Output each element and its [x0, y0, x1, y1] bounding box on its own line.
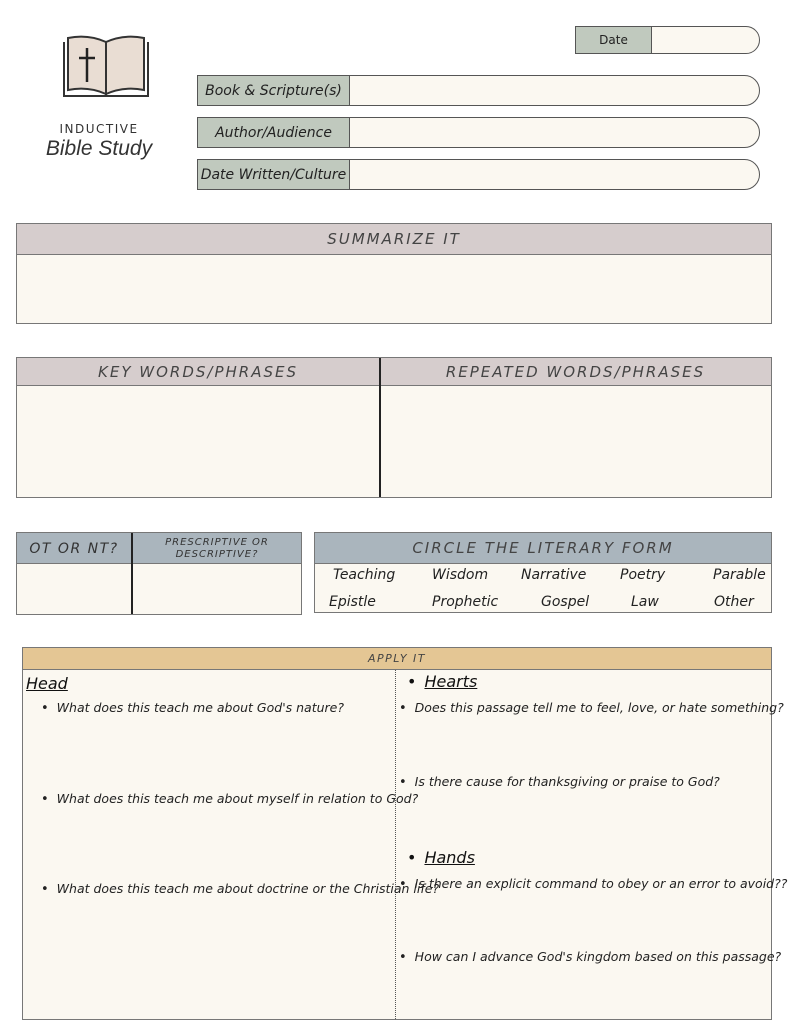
literary-form-title: CIRCLE THE LITERARY FORM [315, 533, 771, 564]
summarize-section [16, 223, 772, 324]
repeated-words-title: REPEATED WORDS/PHRASES [445, 363, 706, 381]
head-question-2: • What does this teach me about myself in relation to God? [41, 791, 418, 807]
brand-bible-study: Bible Study [45, 137, 153, 160]
prescriptive-input-area[interactable] [133, 564, 301, 614]
key-words-title: KEY WORDS/PHRASES [98, 363, 298, 381]
form-prophetic[interactable]: Prophetic [432, 594, 499, 610]
summarize-input-area[interactable] [17, 255, 771, 323]
book-scripture-label: Book & Scripture(s) [198, 76, 350, 105]
date-written-label: Date Written/Culture [198, 160, 350, 189]
prescriptive-title: PRESCRIPTIVE OR DESCRIPTIVE? [165, 536, 269, 560]
apply-divider [395, 670, 396, 1019]
ot-nt-input-area[interactable] [17, 564, 131, 614]
apply-section [22, 647, 788, 1020]
literary-form-section [314, 532, 772, 613]
key-words-input-area[interactable] [17, 386, 379, 497]
date-written-field[interactable] [197, 159, 760, 190]
repeated-words-input-area[interactable] [381, 386, 771, 497]
form-gospel[interactable]: Gospel [541, 594, 590, 610]
head-question-1: • What does this teach me about God's nature? [41, 700, 344, 716]
book-scripture-field[interactable] [197, 75, 760, 106]
author-audience-label: Author/Audience [198, 118, 350, 147]
author-audience-field[interactable] [197, 117, 760, 148]
date-label: Date [576, 27, 652, 53]
head-heading: Head [26, 674, 68, 693]
form-narrative[interactable]: Narrative [521, 567, 587, 583]
head-question-3: • What does this teach me about doctrine or the Christian life? [41, 881, 439, 897]
open-bible-cross-icon [60, 34, 152, 102]
hands-question-1: • Is there an explicit command to obey or an error to avoid?? [399, 876, 787, 892]
hearts-heading: • Hearts [407, 672, 477, 691]
apply-title: APPLY IT [23, 648, 771, 670]
ot-nt-title: OT OR NT? [29, 540, 119, 557]
summarize-title: SUMMARIZE IT [17, 224, 771, 255]
form-other[interactable]: Other [714, 594, 754, 610]
hearts-question-2: • Is there cause for thanksgiving or praise to God? [399, 774, 720, 790]
form-wisdom[interactable]: Wisdom [432, 567, 489, 583]
words-section [16, 357, 772, 498]
head-answer-area[interactable] [23, 718, 395, 1019]
form-parable[interactable]: Parable [713, 567, 766, 583]
form-poetry[interactable]: Poetry [620, 567, 666, 583]
hands-question-2: • How can I advance God's kingdom based on this passage? [399, 949, 781, 965]
brand-inductive: INDUCTIVE [59, 122, 139, 136]
form-teaching[interactable]: Teaching [333, 567, 396, 583]
date-field[interactable] [575, 26, 760, 54]
form-epistle[interactable]: Epistle [329, 594, 376, 610]
form-law[interactable]: Law [631, 594, 659, 610]
hearts-question-1: • Does this passage tell me to feel, love, or hate something? [399, 700, 784, 716]
hands-heading: • Hands [407, 848, 475, 867]
testament-section [16, 532, 302, 615]
